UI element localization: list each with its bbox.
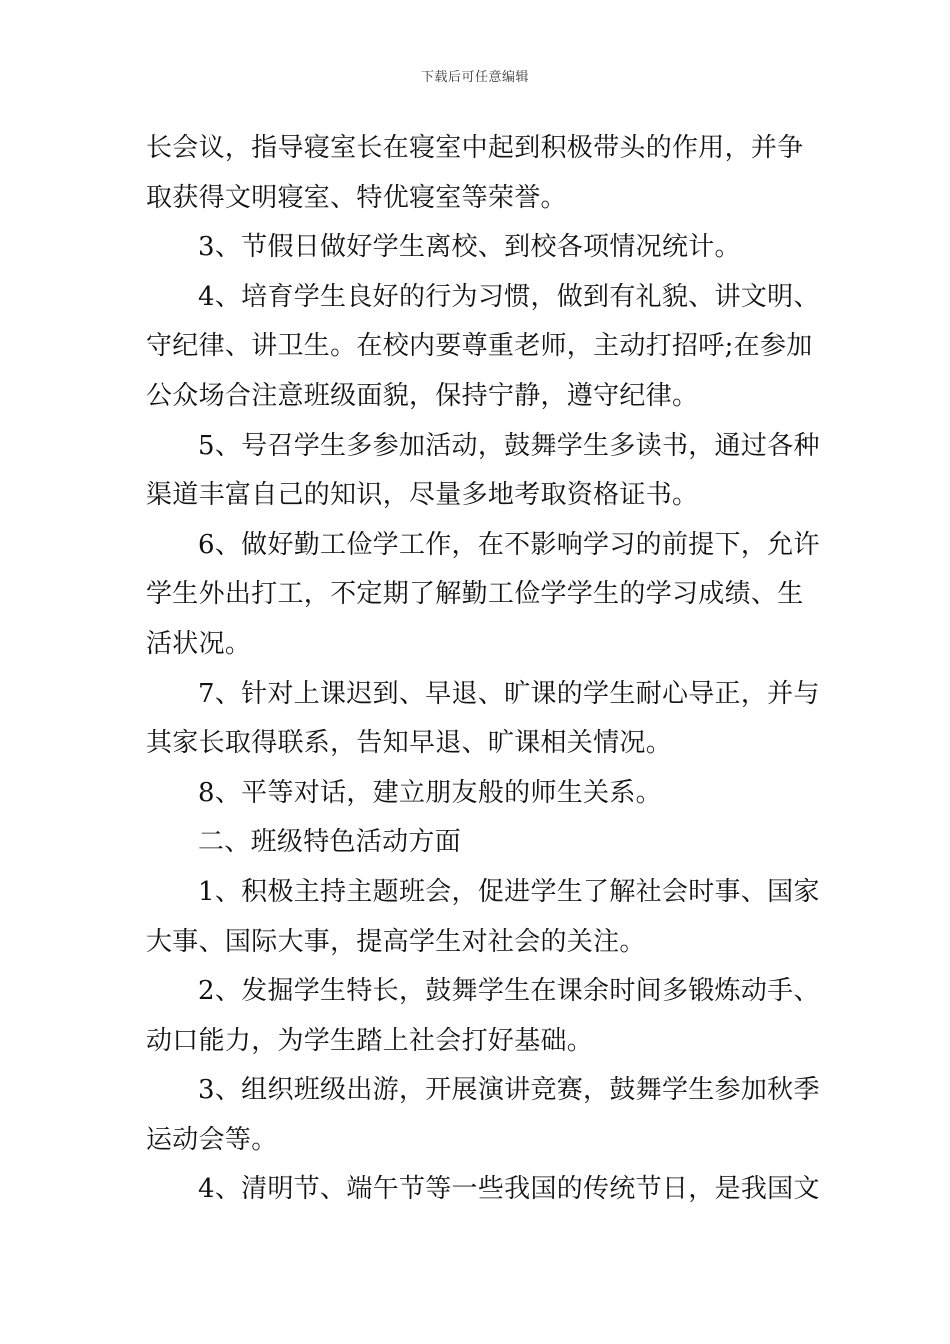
text-line: 长会议，指导寝室长在寝室中起到积极带头的作用，并争 [146,133,804,163]
text-line: 3、节假日做好学生离校、到校各项情况统计。 [198,232,741,263]
text-line: 5、号召学生多参加活动，鼓舞学生多读书，通过各种 [198,430,820,461]
text-line: 大事、国际大事，提高学生对社会的关注。 [146,926,646,957]
text-line: 动口能力，为学生踏上社会打好基础。 [146,1025,594,1056]
text-line: 2、发掘学生特长，鼓舞学生在课余时间多锻炼动手、 [198,976,820,1007]
text-line: 守纪律、讲卫生。在校内要尊重老师，主动打招呼;在参加 [146,331,813,362]
text-line: 活状况。 [146,628,252,659]
text-line: 其家长取得联系，告知早退、旷课相关情况。 [146,728,673,759]
text-line: 3、组织班级出游，开展演讲竞赛，鼓舞学生参加秋季 [198,1075,820,1106]
text-line: 6、做好勤工俭学工作，在不影响学习的前提下，允许 [198,529,820,560]
text-line: 4、清明节、端午节等一些我国的传统节日，是我国文 [198,1174,820,1205]
text-line: 取获得文明寝室、特优寝室等荣誉。 [146,182,567,213]
page-header-note: 下载后可任意编辑 [420,70,529,85]
text-line: 4、培育学生良好的行为习惯，做到有礼貌、讲文明、 [198,281,820,312]
section-heading: 二、班级特色活动方面 [198,827,462,858]
text-line: 8、平等对话，建立朋友般的师生关系。 [198,777,662,808]
text-line: 1、积极主持主题班会，促进学生了解社会时事、国家 [198,876,820,907]
document-body [146,124,820,1215]
text-line: 渠道丰富自己的知识，尽量多地考取资格证书。 [146,480,699,511]
text-line: 运动会等。 [146,1124,278,1155]
text-line: 7、针对上课迟到、早退、旷课的学生耐心导正，并与 [198,678,820,709]
text-line: 学生外出打工，不定期了解勤工俭学学生的学习成绩、生 [146,579,804,610]
text-line: 公众场合注意班级面貌，保持宁静，遵守纪律。 [146,380,699,411]
